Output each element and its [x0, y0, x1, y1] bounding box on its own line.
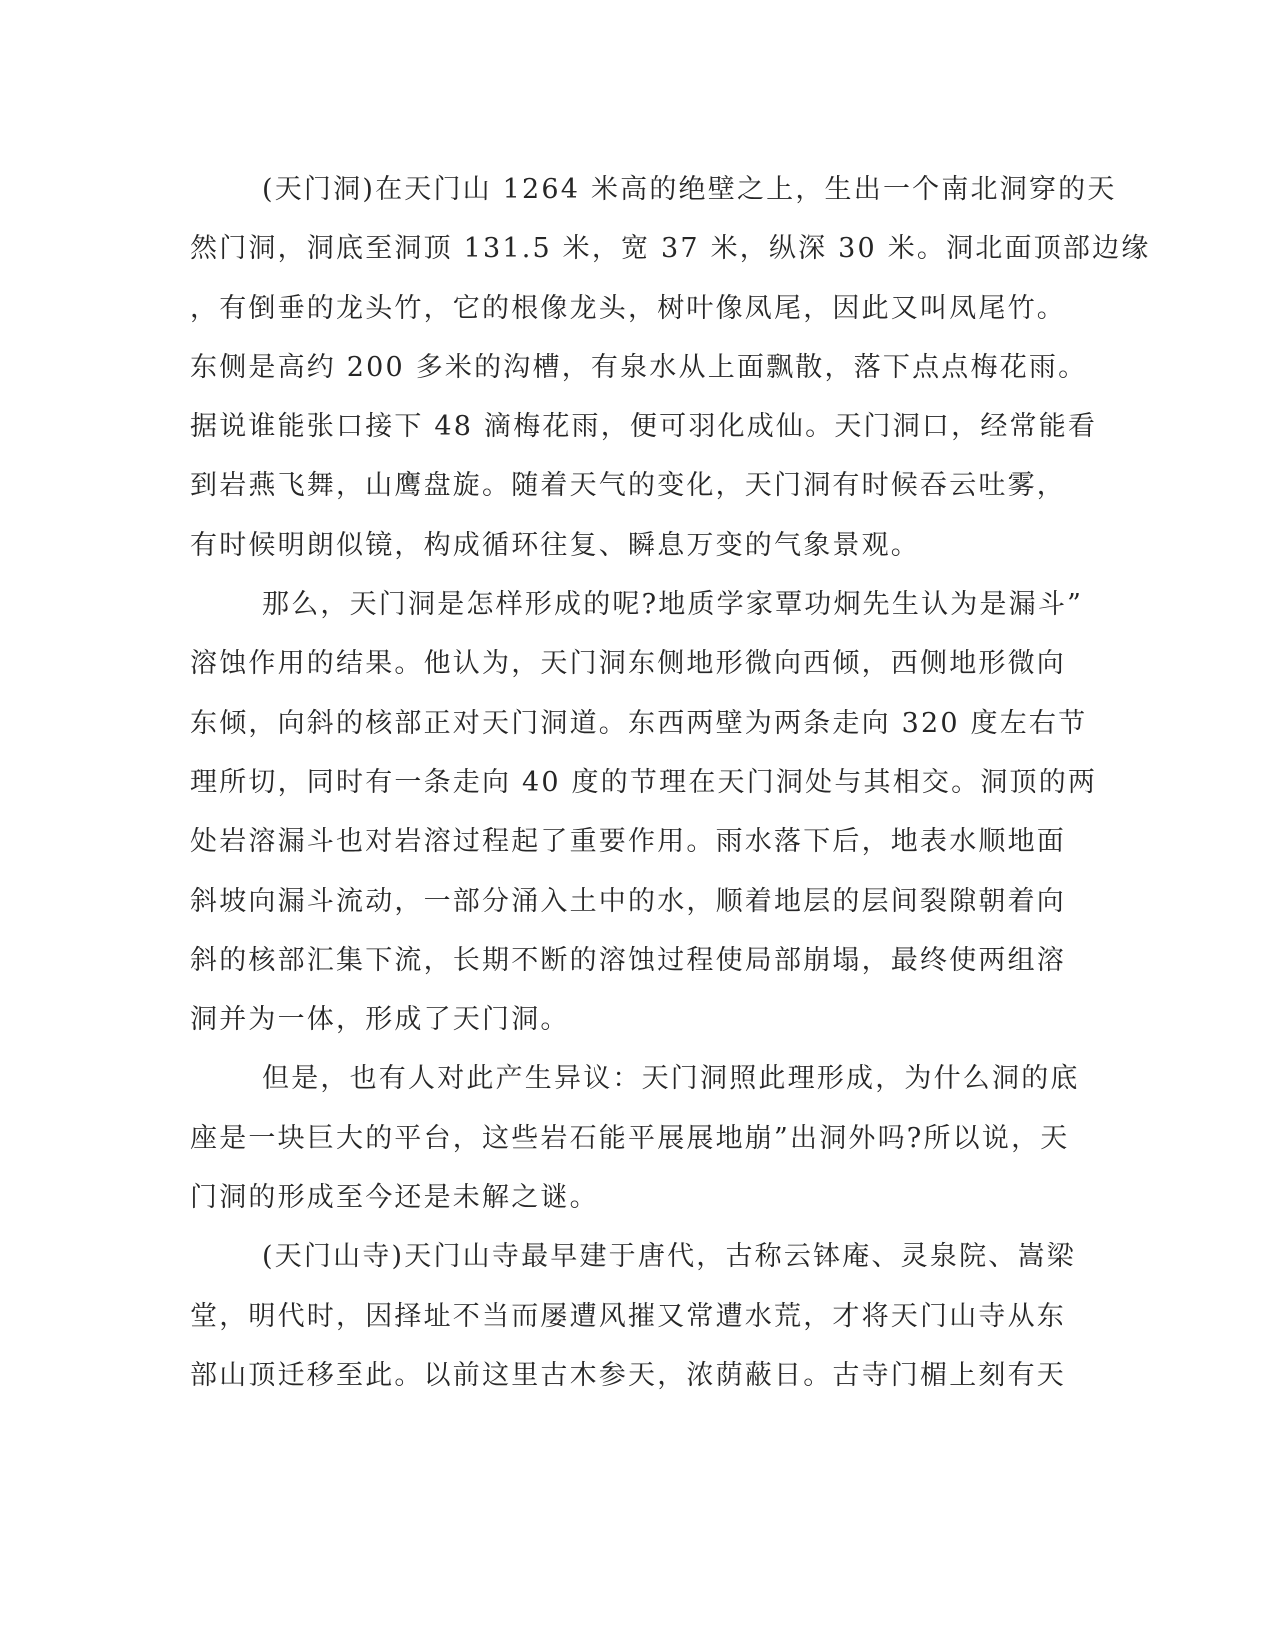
text-line: (天门洞)在天门山 1264 米高的绝壁之上，生出一个南北洞穿的天 — [262, 174, 1117, 205]
document-body — [190, 160, 1151, 1405]
text-line: ，有倒垂的龙头竹，它的根像龙头，树叶像凤尾，因此又叫凤尾竹。 — [190, 292, 1066, 324]
text-line: 那么，天门洞是怎样形成的呢?地质学家覃功炯先生认为是漏斗” — [262, 589, 1084, 621]
text-line: 但是，也有人对此产生异议：天门洞照此理形成，为什么洞的底 — [262, 1063, 1080, 1095]
text-line: 到岩燕飞舞，山鹰盘旋。随着天气的变化，天门洞有时候吞云吐雾， — [190, 470, 1066, 502]
text-line: 座是一块巨大的平台，这些岩石能平展展地崩”出洞外吗?所以说，天 — [190, 1122, 1070, 1154]
paragraph-objection — [190, 1049, 1090, 1227]
text-line: 部山顶迁移至此。以前这里古木参天，浓荫蔽日。古寺门楣上刻有天 — [190, 1359, 1066, 1391]
text-line: 有时候明朗似镜，构成循环往复、瞬息万变的气象景观。 — [190, 529, 920, 561]
text-line: 斜的核部汇集下流，长期不断的溶蚀过程使局部崩塌，最终使两组溶 — [190, 944, 1066, 976]
text-line: 堂，明代时，因择址不当而屡遭风摧又常遭水荒，才将天门山寺从东 — [190, 1300, 1066, 1332]
text-line: 据说谁能张口接下 48 滴梅花雨，便可羽化成仙。天门洞口，经常能看 — [190, 411, 1098, 443]
paragraph-cave-formation — [190, 575, 1098, 1049]
text-line: 洞并为一体，形成了天门洞。 — [190, 1004, 570, 1036]
text-line: 溶蚀作用的结果。他认为，天门洞东侧地形微向西倾，西侧地形微向 — [190, 648, 1066, 680]
paragraph-tianmen-cave — [190, 160, 1151, 575]
text-line: 处岩溶漏斗也对岩溶过程起了重要作用。雨水落下后，地表水顺地面 — [190, 826, 1066, 858]
text-line: 然门洞，洞底至洞顶 131.5 米，宽 37 米，纵深 30 米。洞北面顶部边缘 — [190, 233, 1151, 265]
text-line: 东侧是高约 200 多米的沟槽，有泉水从上面飘散，落下点点梅花雨。 — [190, 351, 1088, 383]
text-line: 门洞的形成至今还是未解之谜。 — [190, 1182, 599, 1214]
text-line: 东倾，向斜的核部正对天门洞道。东西两壁为两条走向 320 度左右节 — [190, 707, 1088, 739]
text-line: 斜坡向漏斗流动，一部分涌入土中的水，顺着地层的层间裂隙朝着向 — [190, 885, 1066, 917]
paragraph-tianmen-temple — [190, 1227, 1090, 1405]
text-line: (天门山寺)天门山寺最早建于唐代，古称云钵庵、灵泉院、嵩梁 — [262, 1241, 1076, 1273]
text-line: 理所切，同时有一条走向 40 度的节理在天门洞处与其相交。洞顶的两 — [190, 766, 1098, 798]
